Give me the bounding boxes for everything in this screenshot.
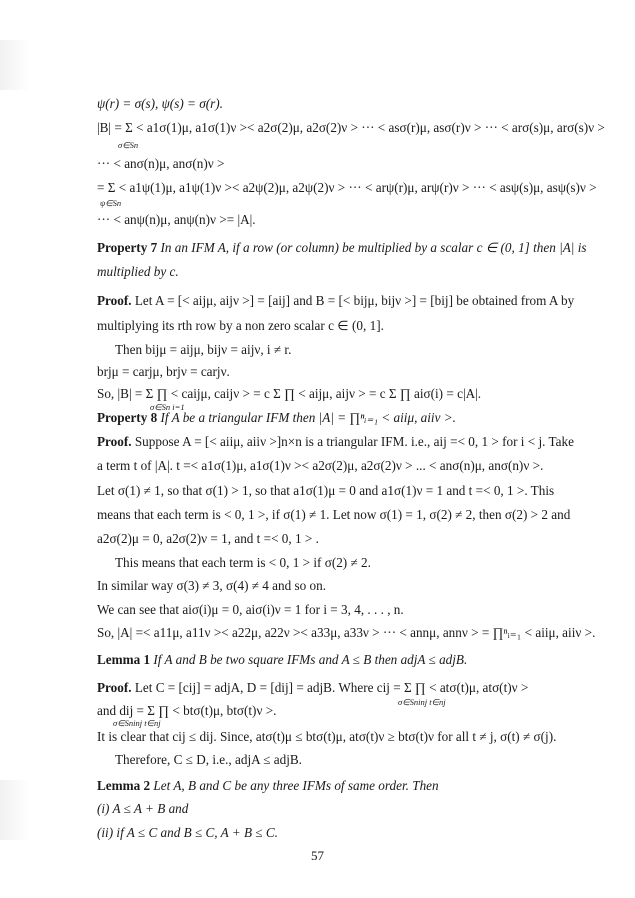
proof-line: Let σ(1) ≠ 1, so that σ(1) > 1, so that a1σ(1)μ = 0 and a1σ(1)ν = 1 and t =< 0, 1 >. This [97, 483, 555, 498]
proof-line: Proof. Let A = [< aijμ, aijν >] = [aij] and B = [< bijμ, bijν >] = [bij] be obtained from A by [97, 293, 575, 308]
property-8: Property 8 If A be a triangular IFM then |A| = ∏ⁿᵢ₌₁ < aiiμ, aiiν >. [97, 410, 456, 425]
sum-limit: σ∈Sninj t∈nj [398, 697, 446, 707]
proof-line: Proof. Let C = [cij] = adjA, D = [dij] = adjB. Where cij = Σ ∏ < atσ(t)μ, atσ(t)ν > [97, 680, 529, 695]
proof-line: It is clear that cij ≤ dij. Since, atσ(t)μ ≤ btσ(t)μ, atσ(t)ν ≥ btσ(t)ν for all t ≠ j, σ(t) ≠ σ(j). [97, 729, 557, 744]
proof-line: Therefore, C ≤ D, i.e., adjA ≤ adjB. [115, 752, 302, 767]
page-number: 57 [311, 848, 324, 863]
proof-line: Proof. Suppose A = [< aiiμ, aiiν >]n×n is a triangular IFM. i.e., aij =< 0, 1 > for i < j. Take [97, 434, 574, 449]
lemma-2-item-i: (i) A ≤ A + B and [97, 801, 189, 816]
property-7: Property 7 In an IFM A, if a row (or column) be multiplied by a scalar c ∈ (0, 1] then |A| is [97, 240, 587, 255]
proof-line: means that each term is < 0, 1 >, if σ(1) ≠ 1. Let now σ(1) = 1, σ(2) ≠ 2, then σ(2) > 2 and [97, 507, 571, 522]
equation-line: So, |B| = Σ ∏ < caijμ, caijν > = c Σ ∏ < aijμ, aijν > = c Σ ∏ aiσ(i) = c|A|. [97, 386, 482, 401]
proof-line: In similar way σ(3) ≠ 3, σ(4) ≠ 4 and so on. [97, 578, 327, 593]
equation-line: ··· < anψ(n)μ, anψ(n)ν >= |A|. [97, 212, 256, 227]
sum-limit: σ∈Sn [118, 140, 139, 150]
proof-line: Then bijμ = aijμ, bijν = aijν, i ≠ r. [115, 342, 292, 357]
equation-line: ··· < anσ(n)μ, anσ(n)ν > [97, 156, 225, 171]
lemma-2-item-ii: (ii) if A ≤ C and B ≤ C, A + B ≤ C. [97, 825, 278, 840]
lemma-1: Lemma 1 If A and B be two square IFMs and A ≤ B then adjA ≤ adjB. [97, 652, 468, 667]
equation-line: = Σ < a1ψ(1)μ, a1ψ(1)ν >< a2ψ(2)μ, a2ψ(2)ν > ··· < arψ(r)μ, arψ(r)ν > ··· < asψ(s)μ, asψ(s)ν > [97, 180, 597, 195]
proof-line: This means that each term is < 0, 1 > if σ(2) ≠ 2. [115, 555, 371, 570]
proof-line: multiplying its rth row by a non zero scalar c ∈ (0, 1]. [97, 318, 384, 333]
equation-line: ψ(r) = σ(s), ψ(s) = σ(r). [97, 96, 223, 111]
scan-smudge [0, 40, 30, 90]
equation-line: So, |A| =< a11μ, a11ν >< a22μ, a22ν >< a33μ, a33ν > ··· < annμ, annν > = ∏ⁿᵢ₌₁ < aiiμ, aiiν >. [97, 625, 596, 640]
sum-limit: ψ∈Sn [100, 198, 122, 208]
proof-line: a term t of |A|. t =< a1σ(1)μ, a1σ(1)ν >< a2σ(2)μ, a2σ(2)ν > ... < anσ(n)μ, anσ(n)ν >. [97, 458, 544, 473]
equation-line: |B| = Σ < a1σ(1)μ, a1σ(1)ν >< a2σ(2)μ, a2σ(2)ν > ··· < asσ(r)μ, asσ(r)ν > ··· < arσ(s)μ, arσ(s)ν > [97, 120, 605, 135]
lemma-2: Lemma 2 Let A, B and C be any three IFMs of same order. Then [97, 778, 439, 793]
proof-line: We can see that aiσ(i)μ = 0, aiσ(i)ν = 1 for i = 3, 4, . . . , n. [97, 602, 404, 617]
scan-smudge [0, 780, 30, 840]
proof-line: brjμ = carjμ, brjν = carjν. [97, 364, 230, 379]
property-7-cont: multiplied by c. [97, 264, 179, 279]
proof-line: and dij = Σ ∏ < btσ(t)μ, btσ(t)ν >. [97, 703, 277, 718]
proof-line: a2σ(2)μ = 0, a2σ(2)ν = 1, and t =< 0, 1 > . [97, 531, 319, 546]
sum-limit: σ∈Sn i=1 [150, 402, 185, 412]
sum-limit: σ∈Sninj t∈nj [113, 718, 161, 728]
